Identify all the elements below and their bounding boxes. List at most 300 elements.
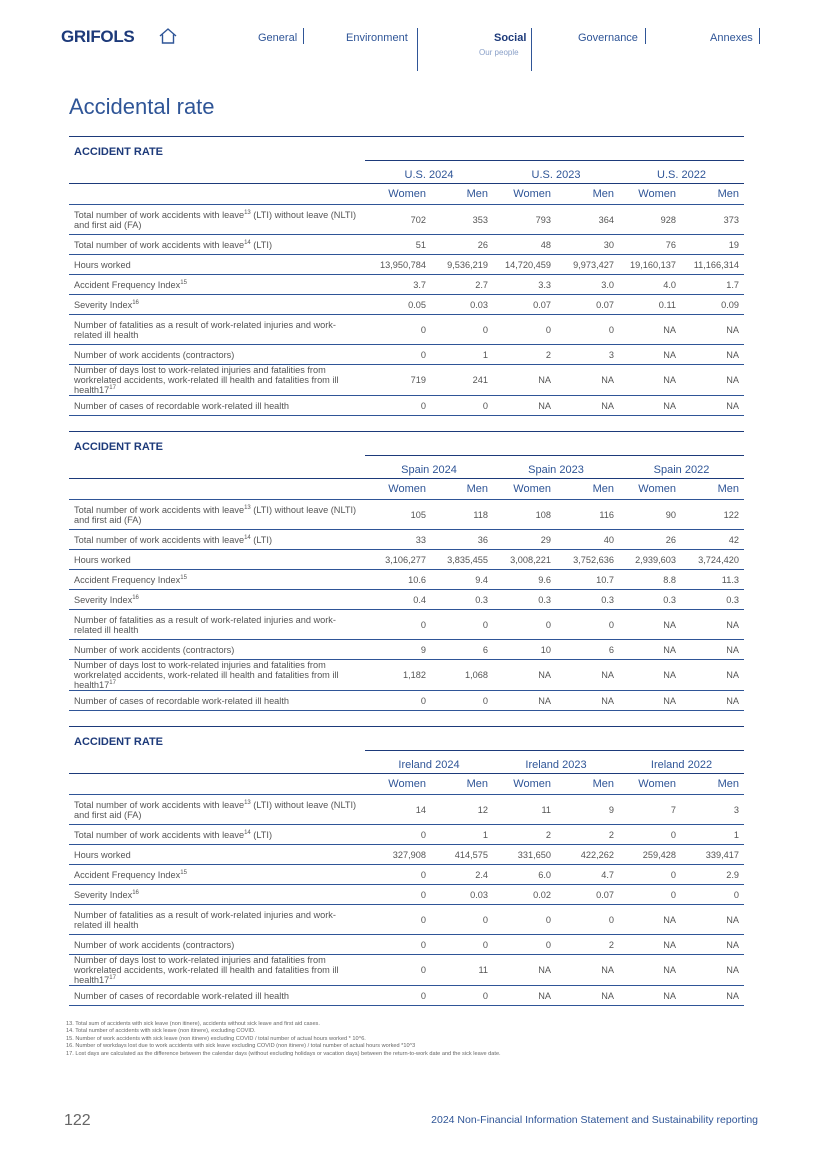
table-cell: 0 [431,905,493,935]
row-label [69,295,365,315]
row-label-text: Number of fatalities as a result of work-related injuries and work-related ill health [74,909,336,930]
table-cell: 11 [431,955,493,986]
table-title: ACCIDENT RATE [69,727,744,751]
row-label-text: (LTI) without leave (NLTI) and first aid (FA) [74,504,357,525]
table-cell: 0 [619,885,681,905]
footnote: 16. Number of workdays lost due to work accidents with sick leave excluding COVID (non itinere) / total number of actual hours worked *10^3 [66,1043,416,1050]
table-cell: NA [493,365,556,396]
year-header: Ireland 2024 [365,751,493,774]
footnote-ref: 16 [132,594,139,601]
table-cell: 14 [365,795,431,825]
table-cell: 1 [431,825,493,845]
page-title: Accidental rate [69,94,215,119]
table-cell: 0.07 [493,295,556,315]
row-label-text: Hours worked [74,849,131,860]
row-label-text: (LTI) [250,829,273,840]
table-cell: 422,262 [556,845,619,865]
nav-divider [531,28,532,71]
row-label-text: (LTI) without leave (NLTI) and first aid (FA) [74,799,357,820]
women-header: Women [619,479,681,500]
table-cell: 9.4 [431,570,493,590]
table-cell: 0 [619,825,681,845]
table-cell: 0 [493,905,556,935]
nav-environment[interactable]: Environment [346,32,408,44]
footnote-ref: 16 [132,889,139,896]
table-cell: 3,008,221 [493,550,556,570]
row-label-text: Number of work accidents (contractors) [74,939,235,950]
table-cell: 0.3 [556,590,619,610]
table-cell: 108 [493,500,556,530]
table-cell: 928 [619,205,681,235]
row-label-text: (LTI) [250,534,273,545]
row-label-text: Hours worked [74,259,131,270]
table-cell: 0.3 [431,590,493,610]
year-header: Spain 2023 [493,456,619,479]
table-cell: 0 [431,315,493,345]
grifols-logo: GRIFOLS [61,27,135,46]
table-cell: 0.02 [493,885,556,905]
table-cell: 2.9 [681,865,744,885]
table-cell: 3.0 [556,275,619,295]
row-label [69,530,365,550]
table-row [69,205,744,235]
table-cell: 3 [681,795,744,825]
table-cell: 12 [431,795,493,825]
table-cell: 3,724,420 [681,550,744,570]
table-cell: 0 [365,955,431,986]
row-label-text: Number of fatalities as a result of work-related injuries and work-related ill health [74,614,336,635]
footnote-ref: 13 [244,209,251,216]
table-cell: 0 [365,396,431,416]
table-cell: 30 [556,235,619,255]
table-cell: NA [681,955,744,986]
row-label-text: Total number of work accidents with leave [74,799,245,810]
table-cell: 414,575 [431,845,493,865]
table-cell: 327,908 [365,845,431,865]
table-row [69,865,744,885]
table-cell: NA [493,691,556,711]
row-label [69,885,365,905]
nav-social-sub[interactable]: Our people [479,48,519,57]
table-cell: 4.7 [556,865,619,885]
table-row [69,275,744,295]
table-cell: NA [681,365,744,396]
table-cell: 9,973,427 [556,255,619,275]
row-label-text: Number of days lost to work-related injuries and fatalities from workrelated accidents, work-related ill health and fatalities from ill health17 [74,365,339,395]
row-label [69,500,365,530]
table-cell: 14,720,459 [493,255,556,275]
table-cell: NA [619,345,681,365]
row-label [69,610,365,640]
footnote-ref: 14 [244,239,251,246]
footnote-ref: 13 [244,799,251,806]
row-label [69,255,365,275]
table-cell: 3.7 [365,275,431,295]
row-label-text: Number of cases of recordable work-related ill health [74,400,289,411]
table-row [69,955,744,986]
table-row [69,365,744,396]
table-row [69,396,744,416]
row-label [69,660,365,691]
row-label [69,550,365,570]
table-cell: 0.11 [619,295,681,315]
table-cell: 0 [493,935,556,955]
table-cell: NA [681,640,744,660]
row-label-text: Number of days lost to work-related injuries and fatalities from workrelated accidents, work-related ill health and fatalities from ill health17 [74,955,339,985]
table-row [69,986,744,1006]
row-label-text: Number of work accidents (contractors) [74,644,235,655]
table-cell: 9 [365,640,431,660]
table-cell: NA [619,955,681,986]
table-cell: 259,428 [619,845,681,865]
women-header: Women [493,479,556,500]
table-cell: 0.09 [681,295,744,315]
table-cell: 10.7 [556,570,619,590]
table-cell: 353 [431,205,493,235]
table-row [69,590,744,610]
table-row [69,845,744,865]
accident-table [69,136,744,416]
table-cell: NA [619,315,681,345]
table-cell: 26 [431,235,493,255]
table-cell: NA [681,315,744,345]
accident-rate-table-us [69,136,744,416]
year-header: Spain 2024 [365,456,493,479]
table-cell: NA [681,905,744,935]
page-number: 122 [64,1112,91,1129]
men-header: Men [431,774,493,795]
table-cell: 42 [681,530,744,550]
table-cell: 0 [431,986,493,1006]
table-cell: 0 [431,610,493,640]
table-cell: NA [493,396,556,416]
row-label-text: Accident Frequency Index [74,574,181,585]
table-row [69,255,744,275]
table-cell: 1,182 [365,660,431,691]
table-cell: NA [556,691,619,711]
home-icon[interactable] [158,27,178,45]
table-cell: NA [556,396,619,416]
table-cell: 0 [431,396,493,416]
table-cell: 0.4 [365,590,431,610]
table-cell: 29 [493,530,556,550]
table-cell: 0 [431,935,493,955]
footnote-ref: 15 [180,869,187,876]
table-cell: NA [619,640,681,660]
nav-annexes[interactable]: Annexes [710,32,753,44]
row-label [69,275,365,295]
men-header: Men [431,479,493,500]
table-title: ACCIDENT RATE [69,137,744,161]
row-label-text: Number of fatalities as a result of work-related injuries and work-related ill health [74,319,336,340]
table-cell: 0 [365,865,431,885]
row-label [69,825,365,845]
table-cell: NA [619,365,681,396]
year-header: U.S. 2022 [619,161,744,184]
table-cell: NA [493,660,556,691]
table-cell: NA [619,691,681,711]
table-cell: 0 [493,315,556,345]
footnote-ref: 13 [244,504,251,511]
row-label [69,235,365,255]
nav-general[interactable]: General [258,32,298,44]
row-label-text: Total number of work accidents with leave [74,504,245,515]
table-cell: 6 [431,640,493,660]
accident-table [69,431,744,711]
table-cell: 1 [681,825,744,845]
table-row [69,500,744,530]
table-cell: NA [681,345,744,365]
table-cell: NA [619,660,681,691]
women-header: Women [365,774,431,795]
footnotes [66,1021,501,1058]
table-cell: 2 [493,825,556,845]
table-cell: 364 [556,205,619,235]
table-cell: 0.3 [681,590,744,610]
table-cell: 1,068 [431,660,493,691]
footnote: 17. Lost days are calculated as the difference between the calendar days (without excluding holidays or vacation days) between the return-to-work date and the sick leave date. [66,1050,501,1057]
table-cell: 0.03 [431,295,493,315]
table-row [69,885,744,905]
row-label-text: (LTI) [250,239,273,250]
footnote-ref: 15 [180,279,187,286]
table-row [69,691,744,711]
row-label-text: Accident Frequency Index [74,869,181,880]
table-row [69,640,744,660]
row-label [69,955,365,986]
row-label-text: Number of work accidents (contractors) [74,349,235,360]
row-label [69,590,365,610]
table-cell: 4.0 [619,275,681,295]
table-cell: 19 [681,235,744,255]
table-row [69,530,744,550]
nav-social[interactable]: Social [494,32,527,44]
row-label-text: Hours worked [74,554,131,565]
row-label-text: (LTI) without leave (NLTI) and first aid (FA) [74,209,357,230]
men-header: Men [681,479,744,500]
nav-divider [645,28,646,44]
row-label [69,205,365,235]
men-header: Men [681,774,744,795]
table-cell: NA [556,955,619,986]
table-cell: 36 [431,530,493,550]
women-header: Women [493,774,556,795]
table-cell: NA [556,660,619,691]
table-cell: 719 [365,365,431,396]
table-row [69,610,744,640]
table-cell: 2,939,603 [619,550,681,570]
footnote: 15. Number of work accidents with sick leave (non itinere) excluding COVID / total number of actual hours worked * 10^6. [66,1035,366,1042]
table-cell: NA [681,935,744,955]
row-label [69,345,365,365]
footnote-ref: 15 [180,574,187,581]
table-row [69,570,744,590]
year-header: Spain 2022 [619,456,744,479]
table-cell: 0.07 [556,295,619,315]
accident-table [69,726,744,1006]
row-label-text: Total number of work accidents with leave [74,534,245,545]
table-cell: 0.05 [365,295,431,315]
row-label [69,935,365,955]
table-cell: 11.3 [681,570,744,590]
row-label [69,640,365,660]
table-row [69,550,744,570]
table-cell: 0 [365,610,431,640]
table-cell: 33 [365,530,431,550]
men-header: Men [681,184,744,205]
footnote-ref: 14 [244,829,251,836]
row-label-text: Accident Frequency Index [74,279,181,290]
table-cell: 0 [365,315,431,345]
men-header: Men [431,184,493,205]
table-cell: 0 [365,825,431,845]
table-cell: 0 [619,865,681,885]
table-cell: 0 [556,610,619,640]
table-cell: 90 [619,500,681,530]
table-cell: 26 [619,530,681,550]
table-row [69,345,744,365]
table-cell: NA [493,955,556,986]
table-cell: 0 [556,315,619,345]
footnote: 14. Total number of accidents with sick leave (non itinere), excluding COVID. [66,1028,256,1035]
row-label-text: Severity Index [74,594,133,605]
table-cell: 9 [556,795,619,825]
table-cell: 76 [619,235,681,255]
table-cell: 0 [365,935,431,955]
row-label-text: Severity Index [74,299,133,310]
table-cell: 11,166,314 [681,255,744,275]
footnote-ref: 17 [109,679,116,686]
row-label-text: Severity Index [74,889,133,900]
accident-rate-table-ireland [69,726,744,1006]
men-header: Men [556,184,619,205]
row-label [69,570,365,590]
row-label [69,905,365,935]
table-cell: 8.8 [619,570,681,590]
table-cell: 0.07 [556,885,619,905]
table-cell: 0.3 [619,590,681,610]
row-label [69,691,365,711]
table-cell: NA [681,691,744,711]
table-cell: 1.7 [681,275,744,295]
table-cell: 0 [365,885,431,905]
row-label [69,845,365,865]
table-cell: 2.7 [431,275,493,295]
table-cell: NA [619,396,681,416]
accident-rate-table-spain [69,431,744,711]
footnote-ref: 16 [132,299,139,306]
row-label [69,986,365,1006]
table-cell: 1 [431,345,493,365]
women-header: Women [365,479,431,500]
table-cell: 0 [365,986,431,1006]
table-cell: 2 [556,935,619,955]
table-cell: 339,417 [681,845,744,865]
row-label [69,865,365,885]
women-header: Women [619,184,681,205]
row-label-text: Total number of work accidents with leave [74,239,245,250]
nav-divider [303,28,304,44]
table-cell: 40 [556,530,619,550]
row-label [69,795,365,825]
table-cell: NA [681,986,744,1006]
table-cell: 9,536,219 [431,255,493,275]
nav-governance[interactable]: Governance [578,32,638,44]
row-label [69,315,365,345]
table-cell: NA [619,986,681,1006]
year-header: U.S. 2024 [365,161,493,184]
table-cell: 10 [493,640,556,660]
table-cell: 3 [556,345,619,365]
table-cell: 3,752,636 [556,550,619,570]
table-cell: 3,835,455 [431,550,493,570]
table-row [69,235,744,255]
table-cell: NA [681,396,744,416]
table-cell: 0.3 [493,590,556,610]
row-label-text: Number of cases of recordable work-related ill health [74,990,289,1001]
table-cell: 116 [556,500,619,530]
table-cell: NA [556,365,619,396]
table-cell: NA [681,660,744,691]
table-cell: 3,106,277 [365,550,431,570]
table-cell: 2 [493,345,556,365]
table-cell: 6.0 [493,865,556,885]
table-cell: 105 [365,500,431,530]
table-cell: 0.03 [431,885,493,905]
table-row [69,660,744,691]
table-cell: 2 [556,825,619,845]
table-cell: NA [619,905,681,935]
table-cell: 10.6 [365,570,431,590]
table-cell: 6 [556,640,619,660]
table-cell: 118 [431,500,493,530]
table-cell: 793 [493,205,556,235]
row-label-text: Number of cases of recordable work-related ill health [74,695,289,706]
table-cell: 7 [619,795,681,825]
table-cell: 11 [493,795,556,825]
table-cell: NA [619,610,681,640]
footnote: 13. Total sum of accidents with sick leave (non itinere), accidents without sick leave and first aid cases. [66,1021,320,1027]
table-cell: NA [493,986,556,1006]
table-cell: 3.3 [493,275,556,295]
year-header: U.S. 2023 [493,161,619,184]
table-row [69,315,744,345]
table-cell: NA [556,986,619,1006]
table-cell: 19,160,137 [619,255,681,275]
table-cell: 51 [365,235,431,255]
row-label-text: Total number of work accidents with leave [74,829,245,840]
row-label-text: Number of days lost to work-related injuries and fatalities from workrelated accidents, work-related ill health and fatalities from ill health17 [74,660,339,690]
row-label [69,365,365,396]
table-cell: 331,650 [493,845,556,865]
footnote-ref: 14 [244,534,251,541]
row-label [69,396,365,416]
table-cell: 373 [681,205,744,235]
report-title: 2024 Non-Financial Information Statement and Sustainability reporting [431,1114,758,1126]
year-header: Ireland 2023 [493,751,619,774]
footnote-ref: 17 [109,974,116,981]
nav-divider [759,28,760,44]
row-label-text: Total number of work accidents with leave [74,209,245,220]
women-header: Women [365,184,431,205]
table-cell: 241 [431,365,493,396]
table-cell: 0 [493,610,556,640]
table-cell: NA [619,935,681,955]
table-cell: 122 [681,500,744,530]
women-header: Women [619,774,681,795]
men-header: Men [556,479,619,500]
nav-divider [417,28,418,71]
